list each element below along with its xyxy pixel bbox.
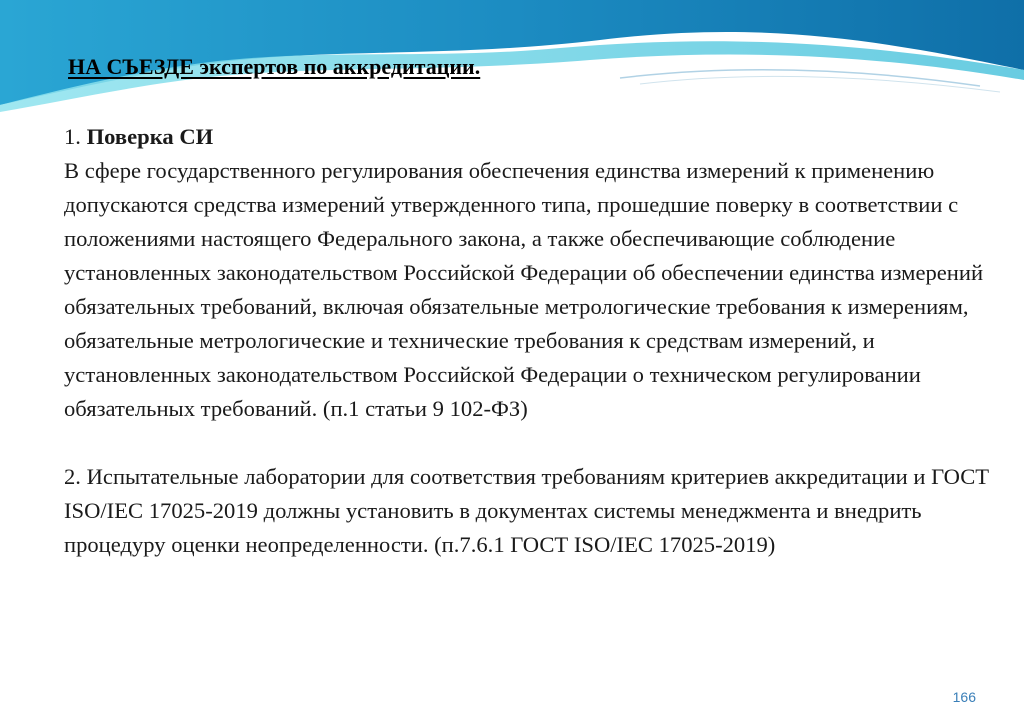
slide-content (64, 120, 1004, 562)
section1-number: 1. (64, 124, 81, 149)
section1-title: Поверка СИ (86, 124, 214, 149)
spacer (64, 426, 1004, 460)
section2-body: 2. Испытательные лаборатории для соответствия требованиям критериев аккредитации и ГОСТ ISO/IEC 17025-2019 должны установить в документах системы менеджмента и внедрить процедуру оценки неопределенности. (п.7.6.1 ГОСТ ISO/IEC 17025-2019) (64, 464, 990, 557)
slide-title: НА СЪЕЗДЕ экспертов по аккредитации. (68, 54, 481, 79)
section1-heading (64, 120, 1004, 154)
section1-body: В сфере государственного регулирования обеспечения единства измерений к применению допускаются средства измерений утвержденного типа, прошедшие поверку в соответствии с положениями настоящего Федерального закона, а также обеспечивающие соблюдение установленных законодательством Российской Федерации об обеспечении единства измерений обязательных требований, включая обязательные метрологические требования к измерениям, обязательные метрологические и технические требования к средствам измерений, и установленных законодательством Российской Федерации о техническом регулировании обязательных требований. (п.1 статьи 9 102-ФЗ) (64, 158, 984, 421)
page-number: 166 (952, 689, 976, 705)
